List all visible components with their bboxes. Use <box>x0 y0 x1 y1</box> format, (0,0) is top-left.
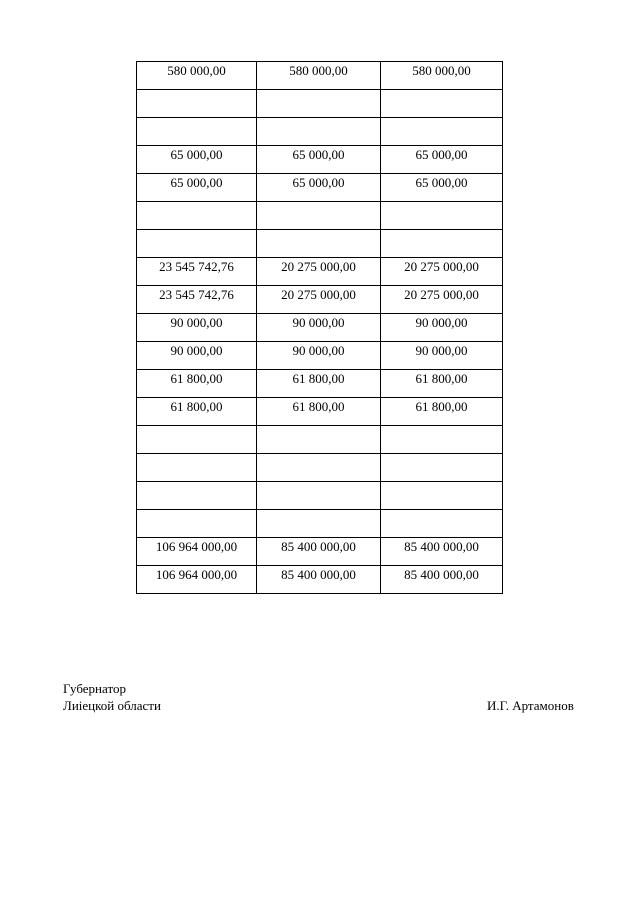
table-cell: 90 000,00 <box>381 314 503 342</box>
table-cell: 90 000,00 <box>257 342 381 370</box>
table-cell <box>257 118 381 146</box>
table-cell <box>257 90 381 118</box>
table-cell: 90 000,00 <box>137 314 257 342</box>
table-row <box>137 286 503 314</box>
table-cell <box>381 230 503 258</box>
table-cell <box>257 454 381 482</box>
table-row <box>137 342 503 370</box>
table-cell: 20 275 000,00 <box>257 286 381 314</box>
table-cell <box>137 230 257 258</box>
table-cell: 85 400 000,00 <box>381 538 503 566</box>
table-row <box>137 118 503 146</box>
table-cell <box>257 510 381 538</box>
table-cell <box>137 454 257 482</box>
table-cell <box>137 202 257 230</box>
table-cell: 85 400 000,00 <box>381 566 503 594</box>
table-row <box>137 510 503 538</box>
table-cell: 65 000,00 <box>257 146 381 174</box>
table-cell: 65 000,00 <box>381 146 503 174</box>
table-cell: 20 275 000,00 <box>257 258 381 286</box>
signatory-region: Лиіецкой области <box>63 698 161 713</box>
table-row <box>137 230 503 258</box>
table-row <box>137 258 503 286</box>
table-cell: 61 800,00 <box>381 398 503 426</box>
table-cell: 85 400 000,00 <box>257 566 381 594</box>
table-cell <box>137 90 257 118</box>
table-row <box>137 566 503 594</box>
table-row <box>137 482 503 510</box>
table-cell: 61 800,00 <box>257 398 381 426</box>
table-cell <box>137 426 257 454</box>
table-cell <box>381 90 503 118</box>
table-row <box>137 314 503 342</box>
table-cell <box>381 118 503 146</box>
table-row <box>137 202 503 230</box>
table-cell: 20 275 000,00 <box>381 258 503 286</box>
budget-table <box>136 61 503 594</box>
table-cell: 20 275 000,00 <box>381 286 503 314</box>
table-row <box>137 426 503 454</box>
table-row <box>137 146 503 174</box>
table-cell: 23 545 742,76 <box>137 286 257 314</box>
table-cell <box>257 230 381 258</box>
signatory-position: Губернатор <box>63 681 126 696</box>
table-cell <box>257 482 381 510</box>
table-cell: 65 000,00 <box>137 146 257 174</box>
table-cell <box>381 454 503 482</box>
table-cell <box>137 482 257 510</box>
table-row <box>137 454 503 482</box>
table-cell <box>257 426 381 454</box>
table-cell: 65 000,00 <box>381 174 503 202</box>
signatory-name: И.Г. Артамонов <box>487 698 574 713</box>
table-cell <box>137 118 257 146</box>
table-cell: 90 000,00 <box>381 342 503 370</box>
table-row <box>137 174 503 202</box>
table-cell: 61 800,00 <box>381 370 503 398</box>
table-cell: 61 800,00 <box>137 398 257 426</box>
table-row <box>137 370 503 398</box>
table-cell: 65 000,00 <box>257 174 381 202</box>
signatory-title <box>63 680 161 714</box>
table-cell: 61 800,00 <box>137 370 257 398</box>
table-row <box>137 538 503 566</box>
table-cell: 90 000,00 <box>257 314 381 342</box>
table-cell <box>381 426 503 454</box>
table-row <box>137 62 503 90</box>
table-cell: 65 000,00 <box>137 174 257 202</box>
table-cell: 23 545 742,76 <box>137 258 257 286</box>
table-cell: 580 000,00 <box>137 62 257 90</box>
table-cell <box>381 482 503 510</box>
table-cell: 106 964 000,00 <box>137 566 257 594</box>
table-cell: 580 000,00 <box>257 62 381 90</box>
table-cell <box>381 202 503 230</box>
table-cell <box>257 202 381 230</box>
table-cell <box>381 510 503 538</box>
table-cell: 106 964 000,00 <box>137 538 257 566</box>
budget-table-body <box>137 62 503 594</box>
table-cell: 580 000,00 <box>381 62 503 90</box>
table-cell <box>137 510 257 538</box>
table-cell: 85 400 000,00 <box>257 538 381 566</box>
table-row <box>137 90 503 118</box>
table-cell: 61 800,00 <box>257 370 381 398</box>
table-cell: 90 000,00 <box>137 342 257 370</box>
table-row <box>137 398 503 426</box>
